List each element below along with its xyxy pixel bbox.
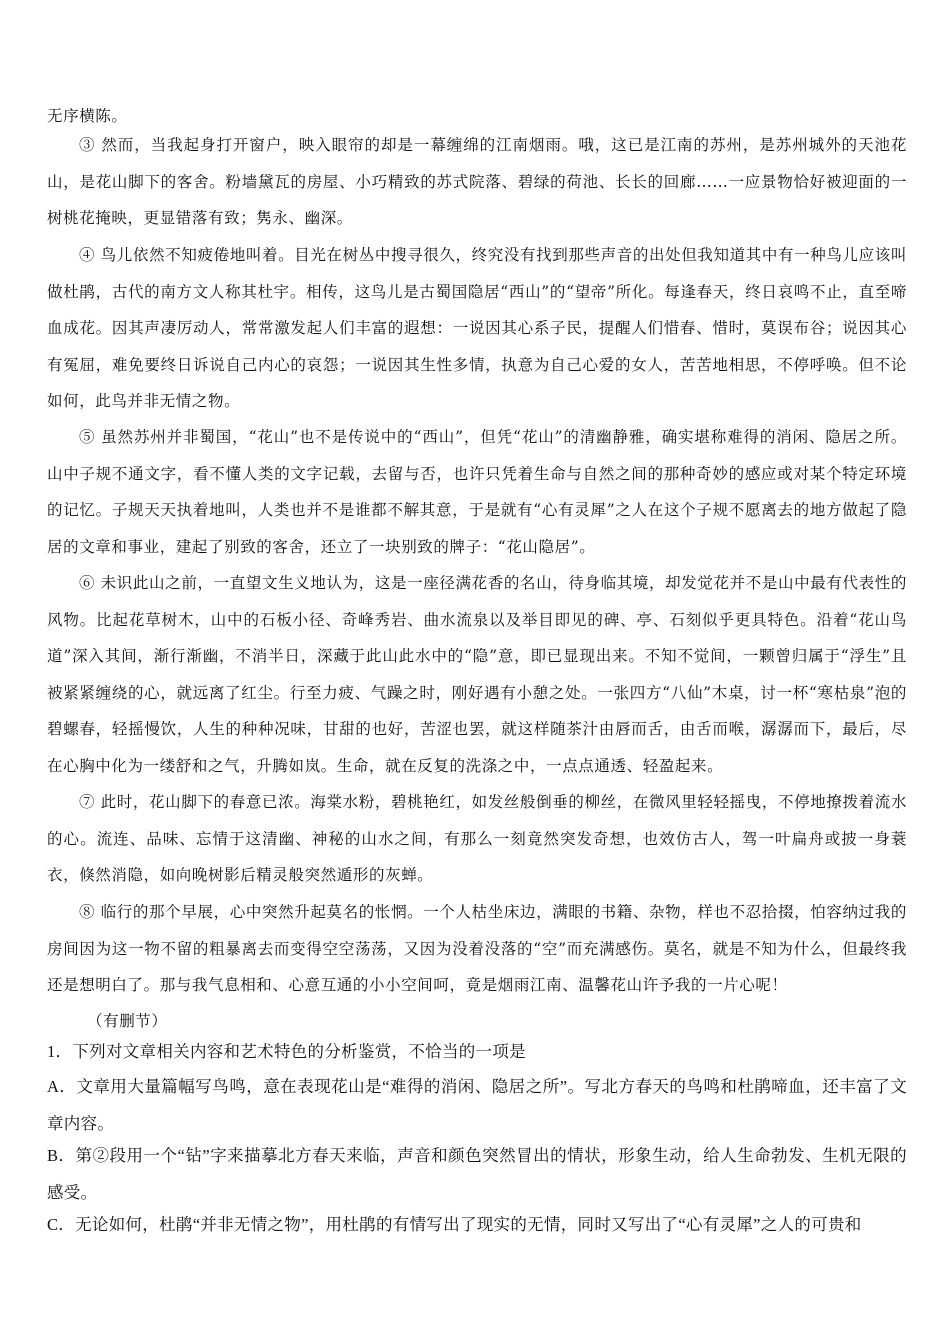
- abridged-note: （有删节）: [87, 1012, 168, 1030]
- paragraph-3: ③ 然而，当我起身打开窗户，映入眼帘的却是一幕缠绵的江南烟雨。哦，这已是江南的苏州，是苏州城外的天池花山，是花山脚下的客舍。粉墙黛瓦的房屋、小巧精致的苏式院落、碧绿的荷池、长长的回廊……一应景物恰好被迎面的一树桃花掩映，更显错落有致；隽永、幽深。: [47, 136, 907, 228]
- question-1-option-a: A．文章用大量篇幅写鸟鸣，意在表现花山是“难得的消闲、隐居之所”。写北方春天的鸟鸣和杜鹃啼血，还丰富了文章内容。: [47, 1077, 907, 1133]
- question-1-option-c: C．无论如何，杜鹃“并非无情之物”，用杜鹃的有情写出了现实的无情，同时又写出了“心有灵犀”之人的可贵和: [47, 1215, 862, 1234]
- paragraph-4: ④ 鸟儿依然不知疲倦地叫着。目光在树丛中搜寻很久，终究没有找到那些声音的出处但我知道其中有一种鸟儿应该叫做杜鹃，古代的南方文人称其杜宇。相传，这鸟儿是古蜀国隐居“西山”的“望帝”所化。每逢春天，终日哀鸣不止，直至啼血成花。因其声凄厉动人，常常激发起人们丰富的遐想：一说因其心系子民，提醒人们惜春、惜时，莫误布谷；说因其心有冤屈，难免要终日诉说自己内心的哀怨；一说因其生性多情，执意为自己心爱的女人，苦苦地相思，不停呼唤。但不论如何，此鸟并非无情之物。: [47, 246, 907, 411]
- question-1-stem: 1．下列对文章相关内容和艺术特色的分析鉴赏，不恰当的一项是: [47, 1042, 526, 1061]
- paragraph-7: ⑦ 此时，花山脚下的春意已浓。海棠水粉，碧桃艳红，如发丝般倒垂的柳丝，在微风里轻轻摇曳，不停地撩拨着流水的心。流连、品味、忘情于这清幽、神秘的山水之间，有那么一刻竟然突发奇想，也效仿古人，驾一叶扁舟或披一身蓑衣，倏然消隐，如向晚树影后精灵般突然遁形的灰蝉。: [47, 793, 907, 885]
- paragraph-8: ⑧ 临行的那个早展，心中突然升起莫名的怅惘。一个人枯坐床边，满眼的书籍、杂物，样也不忍拾掇，怕容纳过我的房间因为这一物不留的粗暴离去而变得空空荡荡，又因为没着没落的“空”而充满感伤。莫名，就是不知为什么，但最终我还是想明白了。那与我气息相和、心意互通的小小空间呵，竟是烟雨江南、温馨花山许予我的一片心呢！: [47, 903, 907, 995]
- paragraph-5: ⑤ 虽然苏州并非蜀国，“花山”也不是传说中的“西山”，但凭“花山”的清幽静雅，确实堪称难得的消闲、隐居之所。山中子规不通文字，看不懂人类的文字记载，去留与否，也许只凭着生命与自然之间的那种奇妙的感应或对某个特定环境的记忆。子规天天执着地叫，人类也并不是谁都不解其意，于是就有“心有灵犀”之人在这个子规不愿离去的地方做起了隐居的文章和事业，建起了别致的客舍，还立了一块别致的牌子：“花山隐居”。: [47, 428, 907, 556]
- paragraph-2-tail: 无序横陈。: [47, 107, 128, 125]
- paragraph-6: ⑥ 未识此山之前，一直望文生义地认为，这是一座径满花香的名山，待身临其境，却发觉花并不是山中最有代表性的风物。比起花草树木，山中的石板小径、奇峰秀岩、曲水流泉以及举目即见的碑、亭、石刻似乎更具特色。沿着“花山鸟道”深入其间，渐行渐幽，不消半日，深藏于此山此水中的“隐”意，即已显现出来。不知不觉间，一颗曾归属于“浮生”且被紧紧缠绕的心，就远离了红尘。行至力疲、气躁之时，刚好遇有小憩之处。一张四方“八仙”木桌，讨一杯“寒枯泉”泡的碧螺春，轻摇慢饮，人生的种种况味，甘甜的也好，苦涩也罢，就这样随茶汁由唇而舌，由舌而喉，潺潺而下，最后，尽在心胸中化为一缕舒和之气，升腾如岚。生命，就在反复的洗涤之中，一点点通透、轻盈起来。: [47, 574, 907, 775]
- question-1-option-b: B．第②段用一个“钻”字来描摹北方春天来临，声音和颜色突然冒出的情状，形象生动，给人生命勃发、生机无限的感受。: [47, 1146, 907, 1202]
